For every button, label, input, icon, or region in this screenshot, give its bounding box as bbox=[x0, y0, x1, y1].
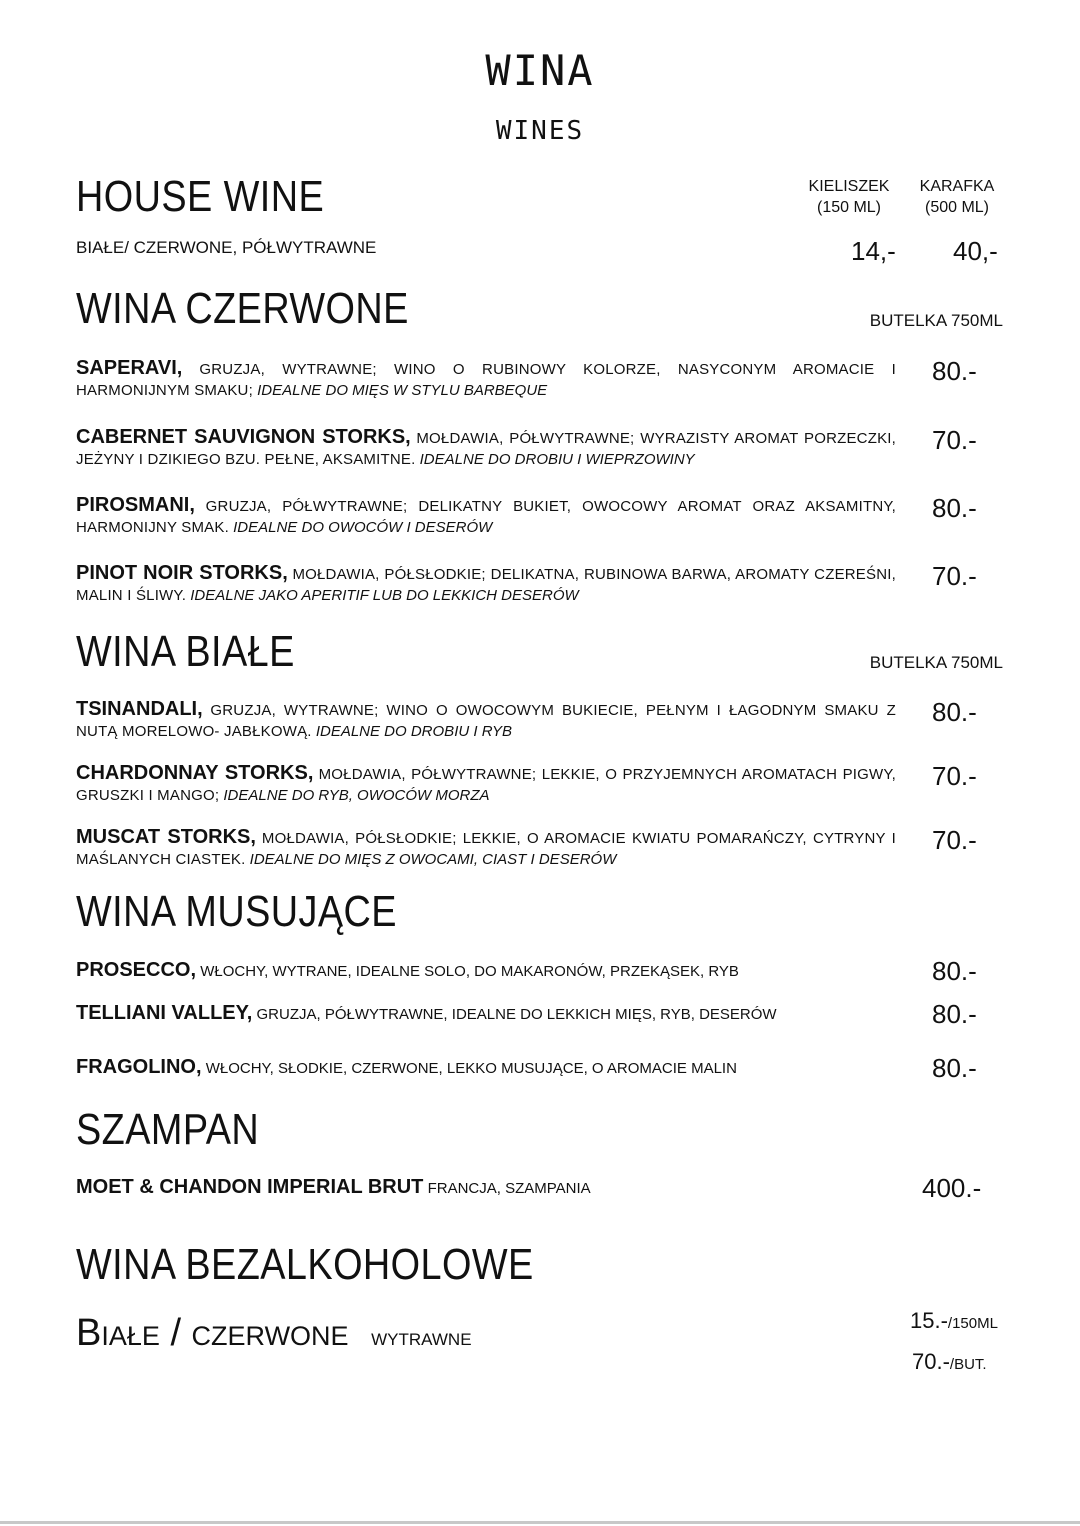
glass-size: (150 ML) bbox=[816, 199, 882, 216]
wine-item-muscat bbox=[76, 827, 896, 870]
wine-name: SAPERAVI, bbox=[76, 357, 183, 379]
house-wine-glass-price: 14,- bbox=[851, 236, 896, 266]
wine-name: CHARDONNAY STORKS, bbox=[76, 762, 314, 784]
wine-price-fragolino: 80.- bbox=[932, 1053, 977, 1083]
wine-description: MOŁDAWIA, PÓŁSŁODKIE; LEKKIE, O AROMACIE KWIATU POMARAŃCZY, CYTRYNY I MAŚLANYCH CIASTEK. bbox=[76, 830, 897, 868]
wine-description: FRANCJA, SZAMPANIA bbox=[427, 1180, 591, 1197]
red-wines-title: WINA CZERWONE bbox=[76, 284, 409, 333]
wine-description: MOŁDAWIA, PÓŁWYTRAWNE; LEKKIE, O PRZYJEMNYCH AROMATACH PIGWY, GRUSZKI I MANGO; bbox=[76, 766, 897, 804]
wine-item-fragolino bbox=[76, 1055, 906, 1081]
wine-description: WŁOCHY, WYTRANE, IDEALNE SOLO, DO MAKARONÓW, PRZEKĄSEK, RYB bbox=[200, 963, 739, 980]
wine-price-chardonnay: 70.- bbox=[932, 761, 977, 791]
bottle-price-unit: /BUT. bbox=[949, 1356, 987, 1373]
wine-pairing: IDEALNE DO OWOCÓW I DESERÓW bbox=[233, 519, 493, 536]
wine-name: CABERNET SAUVIGNON STORKS, bbox=[76, 426, 411, 448]
wine-description: MOŁDAWIA, PÓŁWYTRAWNE; WYRAZISTY AROMAT PORZECZKI, JEŻYNY I DZIKIEGO BZU. PEŁNE, AKSAMITNE. bbox=[76, 430, 897, 468]
wine-pairing: IDEALNE DO DROBIU I WIEPRZOWINY bbox=[419, 451, 695, 468]
champagne-title: SZAMPAN bbox=[76, 1105, 260, 1154]
wine-pairing: IDEALNE DO DROBIU I RYB bbox=[315, 723, 512, 740]
wine-item-tsinandali bbox=[76, 699, 896, 742]
wine-description: GRUZJA, WYTRAWNE; WINO O OWOCOWYM BUKIECIE, PEŁNYM I ŁAGODNYM SMAKU Z NUTĄ MORELOWO- JABŁKOWĄ. bbox=[76, 702, 896, 740]
white-bottle-label: BUTELKA 750ML bbox=[869, 653, 1003, 672]
wine-price-saperavi: 80.- bbox=[932, 356, 977, 386]
menu-subtitle: WINES bbox=[495, 116, 585, 146]
wine-item-cabernet bbox=[76, 427, 896, 470]
wine-item-prosecco bbox=[76, 958, 906, 984]
bottom-divider bbox=[0, 1521, 1080, 1524]
wine-price-pirosmani: 80.- bbox=[932, 493, 977, 523]
wine-item-pirosmani bbox=[76, 495, 896, 538]
wine-pairing: IDEALNE JAKO APERITIF LUB DO LEKKICH DESERÓW bbox=[190, 587, 579, 604]
wine-description: GRUZJA, WYTRAWNE; WINO O RUBINOWY KOLORZE, NASYCONYM AROMACIE I HARMONIJNYM SMAKU; bbox=[76, 361, 896, 399]
wine-pairing: IDEALNE DO MIĘS Z OWOCAMI, CIAST I DESERÓW bbox=[249, 851, 617, 868]
wine-name: PROSECCO, bbox=[76, 959, 197, 981]
glass-column-header bbox=[800, 176, 898, 218]
wine-price-tsinandali: 80.- bbox=[932, 697, 977, 727]
carafe-label: KARAFKA bbox=[919, 178, 995, 195]
wine-description: GRUZJA, PÓŁWYTRAWNE; DELIKATNY BUKIET, OWOCOWY AROMAT ORAZ AKSAMITNY, HARMONIJNY SMAK. bbox=[76, 498, 896, 536]
wine-description: MOŁDAWIA, PÓŁSŁODKIE; DELIKATNA, RUBINOWA BARWA, AROMATY CZEREŚNI, MALIN I ŚLIWY. bbox=[76, 566, 896, 604]
sparkling-wines-title: WINA MUSUJĄCE bbox=[76, 887, 397, 936]
wine-item-moet bbox=[76, 1175, 906, 1201]
carafe-size: (500 ML) bbox=[924, 199, 990, 216]
red-bottle-label: BUTELKA 750ML bbox=[869, 311, 1003, 330]
glass-price-unit: /150ML bbox=[947, 1315, 998, 1332]
wine-price-muscat: 70.- bbox=[932, 825, 977, 855]
wine-item-chardonnay bbox=[76, 763, 896, 806]
wine-description: WŁOCHY, SŁODKIE, CZERWONE, LEKKO MUSUJĄCE, O AROMACIE MALIN bbox=[205, 1060, 737, 1077]
wine-price-prosecco: 80.- bbox=[932, 956, 977, 986]
house-wine-description: BIAŁE/ CZERWONE, PÓŁWYTRAWNE bbox=[76, 238, 377, 257]
wine-item-telliani bbox=[76, 1001, 906, 1027]
glass-label: KIELISZEK bbox=[808, 178, 890, 195]
non-alcoholic-colors: Białe / czerwone bbox=[76, 1312, 349, 1354]
non-alcoholic-bottle-price bbox=[912, 1349, 987, 1375]
wine-item-saperavi bbox=[76, 358, 896, 401]
wine-pairing: IDEALNE DO RYB, OWOCÓW MORZA bbox=[223, 787, 490, 804]
non-alcoholic-glass-price bbox=[910, 1308, 998, 1334]
glass-price-value: 15.- bbox=[910, 1308, 948, 1333]
wine-item-pinot-noir bbox=[76, 563, 896, 606]
bottle-price-value: 70.- bbox=[912, 1349, 950, 1374]
house-wine-carafe-price: 40,- bbox=[953, 236, 998, 266]
wine-description: GRUZJA, PÓŁWYTRAWNE, IDEALNE DO LEKKICH MIĘS, RYB, DESERÓW bbox=[256, 1006, 777, 1023]
wine-price-moet: 400.- bbox=[922, 1173, 982, 1203]
non-alcoholic-style: WYTRAWNE bbox=[371, 1330, 472, 1349]
wine-name: TELLIANI VALLEY, bbox=[76, 1002, 253, 1024]
wine-name: PINOT NOIR STORKS, bbox=[76, 562, 288, 584]
menu-title: WINA bbox=[485, 46, 595, 95]
wine-name: MUSCAT STORKS, bbox=[76, 826, 256, 848]
non-alcoholic-title: WINA BEZALKOHOLOWE bbox=[76, 1240, 534, 1289]
wine-name: TSINANDALI, bbox=[76, 698, 203, 720]
wine-name: FRAGOLINO, bbox=[76, 1056, 202, 1078]
wine-price-pinot-noir: 70.- bbox=[932, 561, 977, 591]
wine-name: MOET & CHANDON IMPERIAL BRUT bbox=[76, 1176, 424, 1198]
wine-pairing: IDEALNE DO MIĘS W STYLU BARBEQUE bbox=[257, 382, 548, 399]
carafe-column-header bbox=[908, 176, 1006, 218]
white-wines-title: WINA BIAŁE bbox=[76, 627, 295, 676]
house-wine-title: HOUSE WINE bbox=[76, 172, 325, 221]
wine-price-cabernet: 70.- bbox=[932, 425, 977, 455]
wine-price-telliani: 80.- bbox=[932, 999, 977, 1029]
wine-name: PIROSMANI, bbox=[76, 494, 195, 516]
non-alcoholic-line bbox=[76, 1312, 472, 1355]
